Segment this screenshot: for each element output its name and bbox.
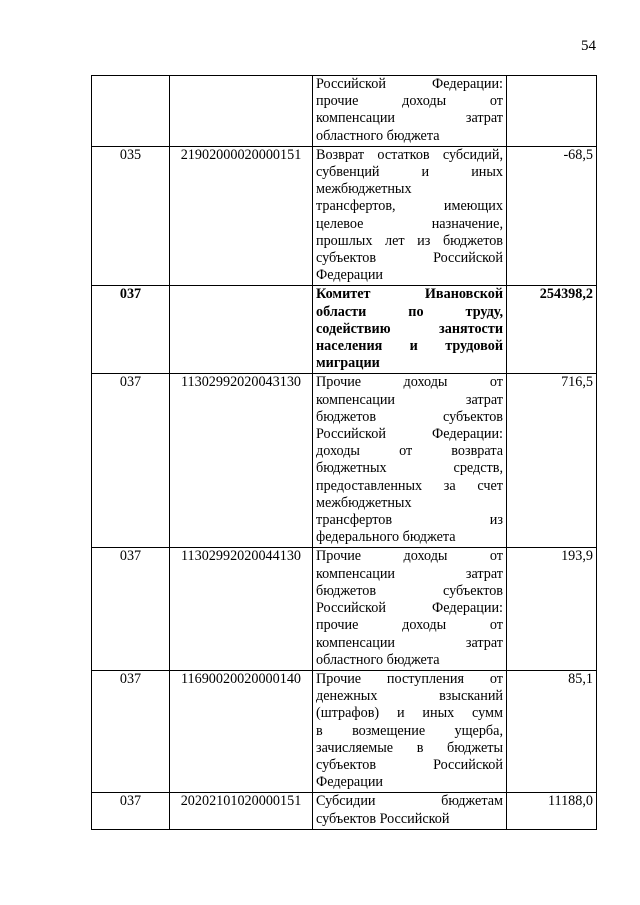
revenue-name-line: Российской Федерации:: [316, 76, 503, 92]
revenue-name-line: Федерации: [316, 774, 384, 791]
revenue-name-line: областного бюджета: [316, 651, 440, 668]
table-row: [92, 670, 597, 792]
revenue-name-line: компенсации затрат: [316, 634, 503, 651]
table-row: [92, 76, 597, 147]
amount-cell: 193,9: [507, 548, 597, 670]
revenue-name-line: субъектов Российской: [316, 250, 503, 267]
revenue-name-line: целевое назначение,: [316, 215, 503, 232]
table-row: [92, 374, 597, 548]
budget-classification-code-cell: 21902000020000151: [170, 146, 313, 286]
revenue-name-line: Федерации: [316, 267, 384, 284]
revenue-name-line: компенсации затрат: [316, 565, 503, 582]
revenue-name-cell: [313, 286, 507, 374]
budget-classification-code-cell: 11690020020000140: [170, 670, 313, 792]
revenue-name-line: денежных взысканий: [316, 688, 503, 705]
revenue-name-line: прошлых лет из бюджетов: [316, 232, 503, 249]
revenue-name-line: компенсации затрат: [316, 391, 503, 408]
revenue-name-line: Прочие поступления от: [316, 670, 503, 687]
revenue-name-cell: [313, 548, 507, 670]
budget-classification-code-cell: [170, 286, 313, 374]
admin-code-cell: 037: [92, 670, 170, 792]
revenue-name-line: Возврат остатков субсидий,: [316, 146, 503, 163]
revenue-name-line: в возмещение ущерба,: [316, 722, 503, 739]
revenue-name-line: трансфертов из: [316, 512, 503, 529]
revenue-name-line: бюджетов субъектов: [316, 408, 503, 425]
revenue-name-line: межбюджетных: [316, 181, 412, 198]
revenue-name-cell: [313, 76, 507, 147]
revenue-name-line: Российской Федерации:: [316, 600, 503, 617]
revenue-name-line: бюджетов субъектов: [316, 582, 503, 599]
page-number: 54: [581, 38, 596, 54]
revenue-name-line: Субсидии бюджетам: [316, 793, 503, 810]
revenue-name-line: Прочие доходы от: [316, 548, 503, 565]
budget-classification-code-cell: 11302992020043130: [170, 374, 313, 548]
admin-code-cell: [92, 76, 170, 147]
amount-cell: 716,5: [507, 374, 597, 548]
revenue-name-line: области по труду,: [316, 303, 503, 320]
revenue-name-line: Российской Федерации:: [316, 426, 503, 443]
revenue-name-line: (штрафов) и иных сумм: [316, 705, 503, 722]
revenue-name-cell: [313, 670, 507, 792]
table-body: [92, 76, 597, 830]
revenue-name-line: федерального бюджета: [316, 529, 456, 546]
revenue-name-line: субъектов Российской: [316, 756, 503, 773]
revenue-name-line: содействию занятости: [316, 320, 503, 337]
revenue-name-line: прочие доходы от: [316, 617, 503, 634]
revenue-name-line: трансфертов, имеющих: [316, 198, 503, 215]
revenue-name-line: доходы от возврата: [316, 443, 503, 460]
budget-classification-code-cell: 11302992020044130: [170, 548, 313, 670]
table-row: [92, 793, 597, 829]
revenue-name-line: населения и трудовой: [316, 338, 503, 355]
amount-cell: 254398,2: [507, 286, 597, 374]
revenue-name-cell: [313, 793, 507, 829]
amount-cell: 11188,0: [507, 793, 597, 829]
table-row: [92, 286, 597, 374]
amount-cell: [507, 76, 597, 147]
admin-code-cell: 035: [92, 146, 170, 286]
revenue-name-line: Комитет Ивановской: [316, 286, 503, 303]
amount-cell: 85,1: [507, 670, 597, 792]
admin-code-cell: 037: [92, 793, 170, 829]
revenue-name-cell: [313, 146, 507, 286]
admin-code-cell: 037: [92, 374, 170, 548]
revenue-name-line: субъектов Российской: [316, 810, 450, 827]
revenue-name-line: зачисляемые в бюджеты: [316, 739, 503, 756]
revenue-name-line: областного бюджета: [316, 127, 440, 144]
admin-code-cell: 037: [92, 548, 170, 670]
revenue-name-line: субвенций и иных: [316, 164, 503, 181]
budget-classification-code-cell: 20202101020000151: [170, 793, 313, 829]
revenue-name-cell: [313, 374, 507, 548]
revenue-name-line: предоставленных за счет: [316, 477, 503, 494]
budget-classification-code-cell: [170, 76, 313, 147]
revenue-name-line: Прочие доходы от: [316, 374, 503, 391]
revenue-name-line: прочие доходы от: [316, 93, 503, 110]
table-row: [92, 146, 597, 286]
table-row: [92, 548, 597, 670]
revenue-name-line: миграции: [316, 355, 380, 372]
revenue-name-line: бюджетных средств,: [316, 460, 503, 477]
revenue-name-line: компенсации затрат: [316, 110, 503, 127]
budget-revenue-table: [91, 75, 597, 830]
admin-code-cell: 037: [92, 286, 170, 374]
amount-cell: -68,5: [507, 146, 597, 286]
revenue-name-line: межбюджетных: [316, 494, 412, 511]
